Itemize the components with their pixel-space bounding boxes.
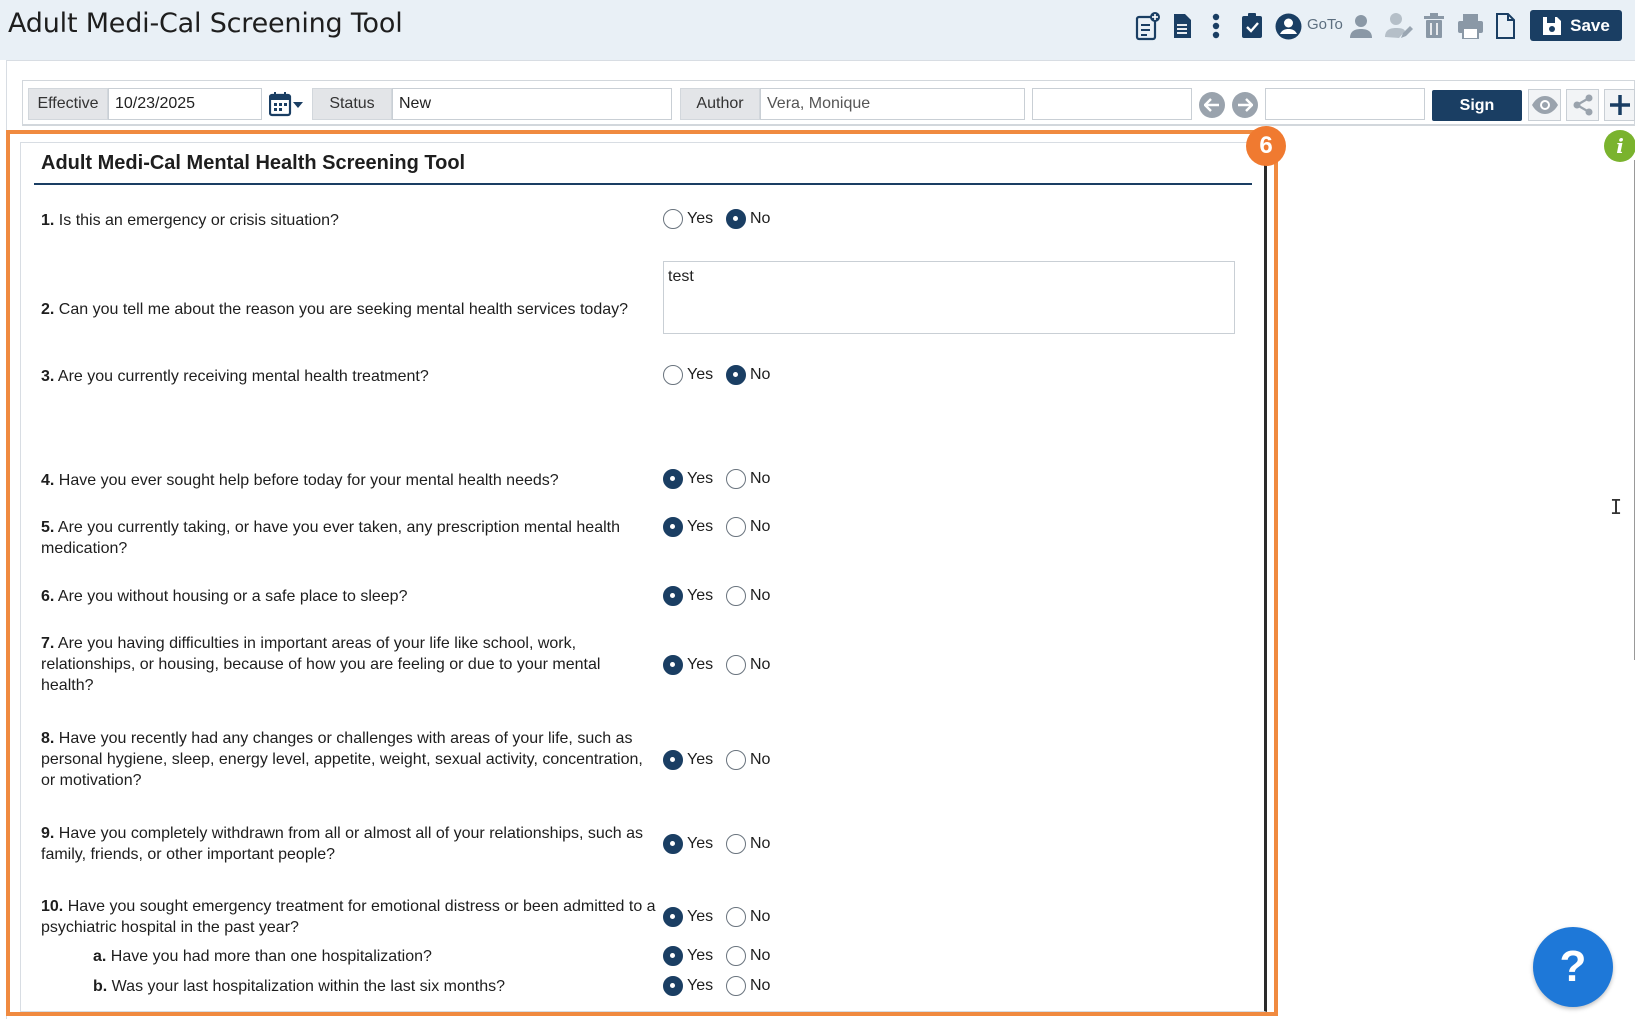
effective-label: Effective [28, 88, 108, 120]
blank-field-1[interactable] [1032, 88, 1192, 120]
question-3: 3. Are you currently receiving mental health treatment? [41, 368, 429, 385]
question-10: 10. Have you sought emergency treatment for emotional distress or been admitted to a psychiatric hospital in the past year? [41, 898, 656, 936]
q5-no-radio[interactable]: No [726, 517, 770, 537]
q10-no-radio[interactable]: No [726, 907, 770, 927]
question-9: 9. Have you completely withdrawn from all or almost all of your relationships, such as family, friends, or other important people? [41, 825, 644, 863]
q10-yes-radio[interactable]: Yes [663, 907, 713, 927]
blank-page-icon[interactable] [1494, 10, 1516, 42]
arrow-right-icon[interactable] [1232, 92, 1258, 118]
q6-yes-radio[interactable]: Yes [663, 586, 713, 606]
arrow-left-icon[interactable] [1199, 92, 1225, 118]
q10b-no-radio[interactable]: No [726, 976, 770, 996]
step-badge: 6 [1246, 126, 1286, 166]
question-8: 8. Have you recently had any changes or challenges with areas of your life, such as personal hygiene, sleep, energy level, appetite, weight, sexual activity, concentration, or motivation? [41, 730, 643, 789]
effective-date-field[interactable]: 10/23/2025 [108, 88, 262, 120]
question-6: 6. Are you without housing or a safe place to sleep? [41, 588, 408, 605]
section-title: Adult Medi-Cal Mental Health Screening Tool [41, 152, 466, 174]
q9-no-radio[interactable]: No [726, 834, 770, 854]
trash-icon[interactable] [1422, 10, 1446, 42]
q7-no-radio[interactable]: No [726, 655, 770, 675]
person-icon[interactable] [1348, 10, 1374, 42]
blank-field-2[interactable] [1265, 88, 1425, 120]
author-field[interactable]: Vera, Monique [760, 88, 1025, 120]
user-circle-icon[interactable] [1274, 10, 1302, 42]
info-icon[interactable]: i [1604, 130, 1635, 162]
q2-reason-textarea[interactable]: test [663, 261, 1235, 334]
page-title: Adult Medi-Cal Screening Tool [8, 8, 403, 39]
question-4: 4. Have you ever sought help before today for your mental health needs? [41, 472, 559, 489]
q10a-no-radio[interactable]: No [726, 946, 770, 966]
share-icon[interactable] [1566, 89, 1599, 121]
more-vert-icon[interactable] [1208, 10, 1224, 42]
q1-yes-radio[interactable]: Yes [663, 209, 713, 229]
q8-yes-radio[interactable]: Yes [663, 750, 713, 770]
question-7: 7. Are you having difficulties in important areas of your life like school, work, relationships, or housing, because of how you are feeling or due to your mental health? [41, 635, 601, 694]
print-icon[interactable] [1456, 10, 1484, 42]
q6-no-radio[interactable]: No [726, 586, 770, 606]
status-label: Status [312, 88, 392, 120]
save-label: Save [1570, 15, 1610, 35]
question-1: 1. Is this an emergency or crisis situation? [41, 212, 339, 229]
header-bar [0, 0, 1635, 60]
eye-icon[interactable] [1528, 89, 1561, 121]
highlight-frame [6, 130, 1278, 1016]
person-edit-icon[interactable] [1384, 10, 1414, 42]
question-10a: a. Have you had more than one hospitalization? [93, 948, 432, 965]
q4-yes-radio[interactable]: Yes [663, 469, 713, 489]
q4-no-radio[interactable]: No [726, 469, 770, 489]
question-2: 2. Can you tell me about the reason you are seeking mental health services today? [41, 301, 629, 318]
q10b-yes-radio[interactable]: Yes [663, 976, 713, 996]
q1-no-radio[interactable]: No [726, 209, 770, 229]
status-field: New [392, 88, 672, 120]
goto-label[interactable]: GoTo [1307, 16, 1343, 33]
q3-yes-radio[interactable]: Yes [663, 365, 713, 385]
question-10b: b. Was your last hospitalization within the last six months? [93, 978, 506, 995]
question-5: 5. Are you currently taking, or have you ever taken, any prescription mental health medication? [41, 519, 620, 557]
clipboard-check-icon[interactable] [1240, 10, 1264, 42]
document-icon[interactable] [1170, 10, 1194, 42]
sign-button[interactable]: Sign [1432, 90, 1522, 121]
save-disk-icon [1542, 16, 1562, 36]
q9-yes-radio[interactable]: Yes [663, 834, 713, 854]
q5-yes-radio[interactable]: Yes [663, 517, 713, 537]
q10a-yes-radio[interactable]: Yes [663, 946, 713, 966]
calendar-icon[interactable] [268, 90, 308, 118]
new-document-icon[interactable] [1134, 10, 1162, 42]
q8-no-radio[interactable]: No [726, 750, 770, 770]
plus-icon[interactable] [1604, 89, 1635, 121]
q7-yes-radio[interactable]: Yes [663, 655, 713, 675]
q3-no-radio[interactable]: No [726, 365, 770, 385]
save-button[interactable] [1530, 10, 1622, 41]
author-label: Author [680, 88, 760, 120]
help-button[interactable]: ? [1533, 927, 1613, 1007]
text-cursor-icon: I [1610, 495, 1623, 519]
